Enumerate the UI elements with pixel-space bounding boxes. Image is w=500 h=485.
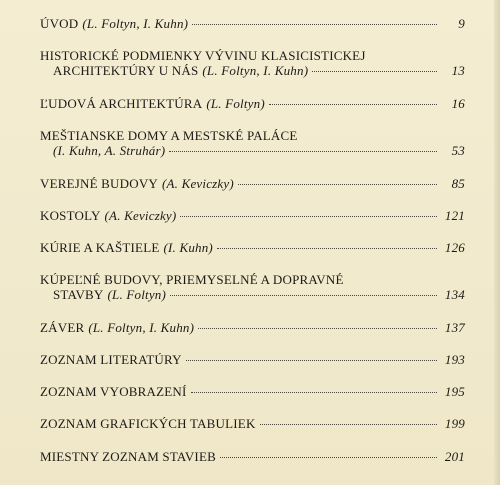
toc-entry-verejne-budovy [40,176,465,191]
toc-entry-zaver [40,320,465,335]
page-number: 201 [444,449,465,464]
entry-authors: (L. Foltyn) [107,287,167,302]
toc-entry-kupelne-budovy [40,272,465,302]
entry-authors: (I. Kuhn, A. Struhár) [53,143,166,158]
page-number: 121 [444,208,465,223]
page-number: 53 [451,143,465,158]
entry-title: HISTORICKÉ PODMIENKY VÝVINU KLASICISTICKEJ [40,48,366,63]
entry-authors: (I. Kuhn) [163,240,213,255]
toc-entry-zoznam-grafickych-tabuliek [40,416,465,431]
entry-authors: (L. Foltyn, I. Kuhn) [82,16,189,31]
entry-title: KÚRIE A KAŠTIELE [40,240,160,255]
page-number: 9 [458,16,465,31]
toc-entry-historicke-podmienky [40,48,465,78]
entry-title: ZOZNAM VYOBRAZENÍ [40,384,187,399]
dot-leader [260,424,437,425]
entry-authors: (L. Foltyn, I. Kuhn) [202,63,309,78]
entry-authors: (L. Foltyn, I. Kuhn) [88,320,195,335]
dot-leader [180,216,437,217]
dot-leader [238,184,437,185]
dot-leader [312,71,437,72]
toc-entry-zoznam-vyobrazeni [40,384,465,399]
entry-title: KOSTOLY [40,208,101,223]
entry-title: MEŠTIANSKE DOMY A MESTSKÉ PALÁCE [40,128,298,143]
entry-title: ZÁVER [40,320,85,335]
entry-title-continued: ARCHITEKTÚRY U NÁS [53,63,199,78]
toc-entry-kurie-a-kastiele [40,240,465,255]
page-number: 193 [444,352,465,367]
entry-authors: (A. Keviczky) [104,208,177,223]
entry-title: ÚVOD [40,16,79,31]
entry-title: ĽUDOVÁ ARCHITEKTÚRA [40,96,203,111]
page-number: 126 [444,240,465,255]
toc-entry-ludova-architektura [40,96,465,111]
dot-leader [191,392,437,393]
page-edge [494,0,500,485]
dot-leader [269,104,437,105]
dot-leader [220,457,437,458]
dot-leader [217,248,437,249]
page-number: 13 [451,63,465,78]
page-number: 199 [444,416,465,431]
entry-title: MIESTNY ZOZNAM STAVIEB [40,449,216,464]
page-number: 85 [451,176,465,191]
entry-title: KÚPEĽNÉ BUDOVY, PRIEMYSELNÉ A DOPRAVNÉ [40,272,344,287]
dot-leader [186,360,437,361]
toc-entry-zoznam-literatury [40,352,465,367]
entry-title: ZOZNAM LITERATÚRY [40,352,182,367]
page-number: 195 [444,384,465,399]
toc-entry-kostoly [40,208,465,223]
toc-entry-mestianske-domy [40,128,465,158]
page-number: 16 [451,96,465,111]
page-number: 137 [444,320,465,335]
entry-authors: (L. Foltyn) [206,96,265,111]
dot-leader [192,24,437,25]
toc-entry-uvod [40,16,465,31]
entry-authors: (A. Keviczky) [162,176,234,191]
dot-leader [169,151,437,152]
dot-leader [170,295,437,296]
entry-title: VEREJNÉ BUDOVY [40,176,158,191]
toc-entry-miestny-zoznam-stavieb [40,449,465,464]
entry-title: ZOZNAM GRAFICKÝCH TABULIEK [40,416,256,431]
page-number: 134 [444,287,465,302]
dot-leader [198,328,437,329]
entry-title-continued: STAVBY [53,287,104,302]
